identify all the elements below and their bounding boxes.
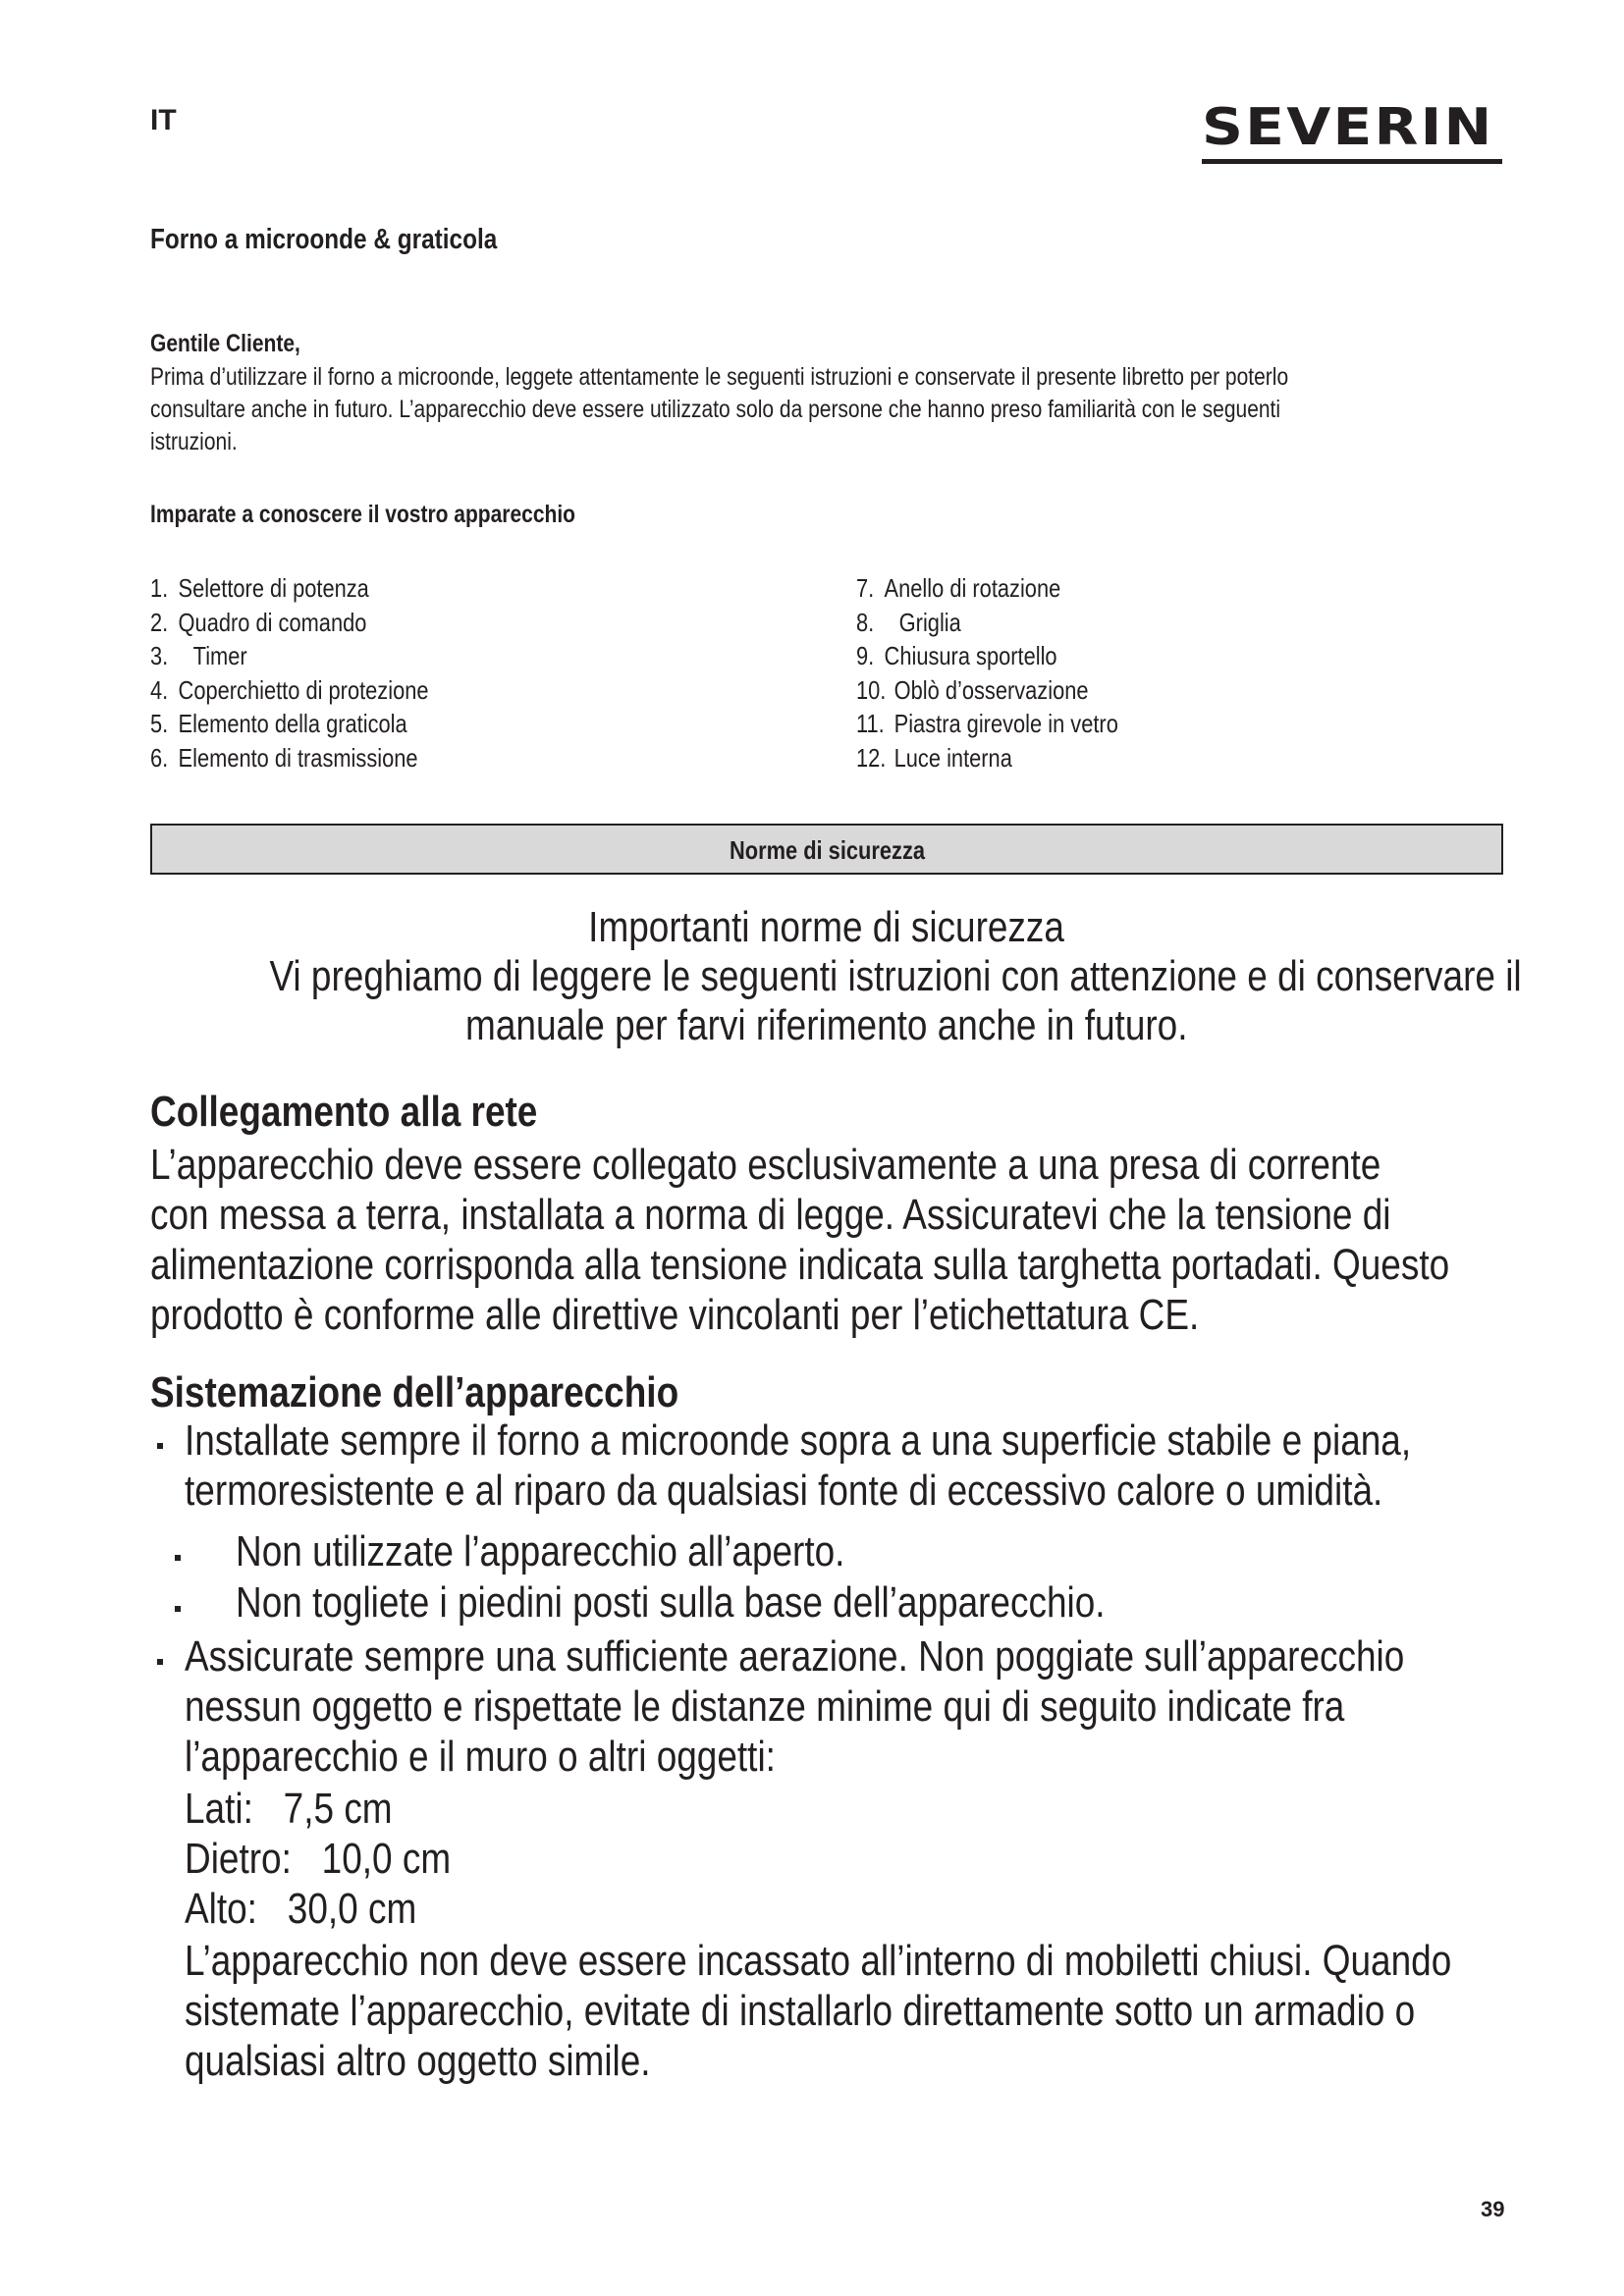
part-label: Oblò d’osservazione xyxy=(893,674,1089,705)
paragraph-line: alimentazione corrisponda alla tensione indicata sulla targhetta portadati. Questo xyxy=(150,1241,1450,1289)
bullet-marker xyxy=(157,1659,163,1665)
clearance-label: Dietro: xyxy=(185,1835,292,1883)
connection-paragraph xyxy=(150,1140,1449,1340)
paragraph-line: Non togliete i piedini posti sulla base dell’apparecchio. xyxy=(236,1578,1106,1627)
list-item xyxy=(856,707,1118,741)
clearance-row xyxy=(185,1884,451,1934)
clearance-value: 7,5 cm xyxy=(283,1785,393,1833)
clearance-row xyxy=(185,1834,451,1884)
part-label: Elemento di trasmissione xyxy=(178,742,418,773)
list-item xyxy=(856,673,1118,708)
connection-heading: Collegamento alla rete xyxy=(150,1088,538,1136)
greeting: Gentile Cliente, xyxy=(150,330,300,357)
parts-list-left xyxy=(150,571,429,774)
intro-line: Prima d’utilizzare il forno a microonde, leggete attentamente le seguenti istruzioni e conservate il presente libretto per poterlo xyxy=(150,363,1289,391)
paragraph-line: nessun oggetto e rispettate le distanze minime qui di seguito indicate fra xyxy=(185,1682,1345,1731)
list-item xyxy=(150,571,429,606)
part-number: 8. xyxy=(856,607,875,637)
important-notice-line: Vi preghiamo di leggere le seguenti istruzioni con attenzione e di conservare il xyxy=(269,952,1522,1000)
safety-banner-label xyxy=(152,835,1501,866)
paragraph-line: qualsiasi altro oggetto simile. xyxy=(185,2037,651,2085)
paragraph-line: Assicurate sempre una sufficiente aerazione. Non poggiate sull’apparecchio xyxy=(185,1632,1405,1681)
part-label: Piastra girevole in vetro xyxy=(893,709,1118,738)
placement-bullet-4 xyxy=(185,1631,1404,1782)
part-number: 11. xyxy=(856,709,885,738)
brand-logo xyxy=(1202,98,1502,161)
placement-bullet-2 xyxy=(236,1526,844,1576)
part-label: Chiusura sportello xyxy=(884,641,1057,670)
part-label: Quadro di comando xyxy=(178,607,367,637)
clearance-value: 10,0 cm xyxy=(321,1835,452,1883)
paragraph-line: sistemate l’apparecchio, evitate di installarlo direttamente sotto un armadio o xyxy=(185,1987,1416,2035)
paragraph-line: l’apparecchio e il muro o altri oggetti: xyxy=(185,1733,776,1781)
safety-banner-text: Norme di sicurezza xyxy=(729,835,925,865)
part-label: Elemento della graticola xyxy=(178,709,407,738)
paragraph-line: L’apparecchio non deve essere incassato all’interno di mobiletti chiusi. Quando xyxy=(185,1937,1452,1985)
part-label: Selettore di potenza xyxy=(178,573,369,603)
language-code: IT xyxy=(150,104,177,136)
part-number: 9. xyxy=(856,641,875,670)
placement-bullet-3 xyxy=(236,1577,1106,1628)
part-number: 4. xyxy=(150,674,169,705)
paragraph-line: termoresistente e al riparo da qualsiasi fonte di eccessivo calore o umidità. xyxy=(185,1467,1383,1515)
list-item xyxy=(150,606,429,640)
list-item xyxy=(856,639,1118,673)
part-number: 10. xyxy=(856,674,887,705)
intro-line: consultare anche in futuro. L’apparecchio deve essere utilizzato solo da persone che hanno preso familiarità con le seguenti xyxy=(150,396,1281,423)
part-label: Coperchietto di protezione xyxy=(178,674,429,705)
part-number: 6. xyxy=(150,742,169,773)
intro-line: istruzioni. xyxy=(150,428,238,455)
document-title: Forno a microonde & graticola xyxy=(150,224,498,255)
important-notice xyxy=(150,903,1522,1050)
list-item xyxy=(150,741,429,775)
placement-heading: Sistemazione dell’apparecchio xyxy=(150,1368,679,1416)
placement-bullet-1 xyxy=(185,1415,1411,1516)
part-label: Luce interna xyxy=(893,742,1012,773)
list-item xyxy=(150,639,429,673)
part-label: Anello di rotazione xyxy=(884,573,1061,603)
important-notice-line: Importanti norme di sicurezza xyxy=(588,903,1065,951)
know-your-appliance-heading: Imparate a conoscere il vostro apparecchio xyxy=(150,501,576,528)
part-number: 1. xyxy=(150,573,169,603)
paragraph-line: L’apparecchio deve essere collegato esclusivamente a una presa di corrente xyxy=(150,1141,1381,1189)
paragraph-line: con messa a terra, installata a norma di legge. Assicuratevi che la tensione di xyxy=(150,1191,1391,1239)
bullet-marker xyxy=(175,1555,181,1561)
brand-logo-text: SEVERIN xyxy=(1202,98,1494,157)
part-number: 12. xyxy=(856,742,887,773)
list-item xyxy=(856,741,1118,775)
part-number: 3. xyxy=(150,641,169,670)
part-number: 5. xyxy=(150,709,169,738)
part-label: Griglia xyxy=(898,607,961,637)
clearance-row xyxy=(185,1784,451,1834)
clearance-label: Lati: xyxy=(185,1785,253,1833)
safety-banner xyxy=(150,824,1503,875)
bullet-marker xyxy=(175,1606,181,1612)
page-number: 39 xyxy=(1481,2197,1505,2221)
important-notice-line: manuale per farvi riferimento anche in futuro. xyxy=(465,1001,1188,1049)
part-number: 2. xyxy=(150,607,169,637)
paragraph-line: prodotto è conforme alle direttive vincolanti per l’etichettatura CE. xyxy=(150,1291,1200,1339)
placement-closing-paragraph xyxy=(185,1936,1451,2086)
intro-paragraph xyxy=(150,361,1288,458)
clearance-list xyxy=(185,1784,451,1934)
list-item xyxy=(150,673,429,708)
brand-logo-underline xyxy=(1202,159,1502,164)
bullet-marker xyxy=(157,1443,163,1449)
part-label: Timer xyxy=(192,641,247,670)
list-item xyxy=(856,606,1118,640)
list-item xyxy=(150,707,429,741)
part-number: 7. xyxy=(856,573,875,603)
paragraph-line: Installate sempre il forno a microonde sopra a una superficie stabile e piana, xyxy=(185,1416,1412,1465)
list-item xyxy=(856,571,1118,606)
paragraph-line: Non utilizzate l’apparecchio all’aperto. xyxy=(236,1527,845,1575)
parts-list-right xyxy=(856,571,1118,774)
clearance-label: Alto: xyxy=(185,1885,257,1933)
clearance-value: 30,0 cm xyxy=(287,1885,417,1933)
